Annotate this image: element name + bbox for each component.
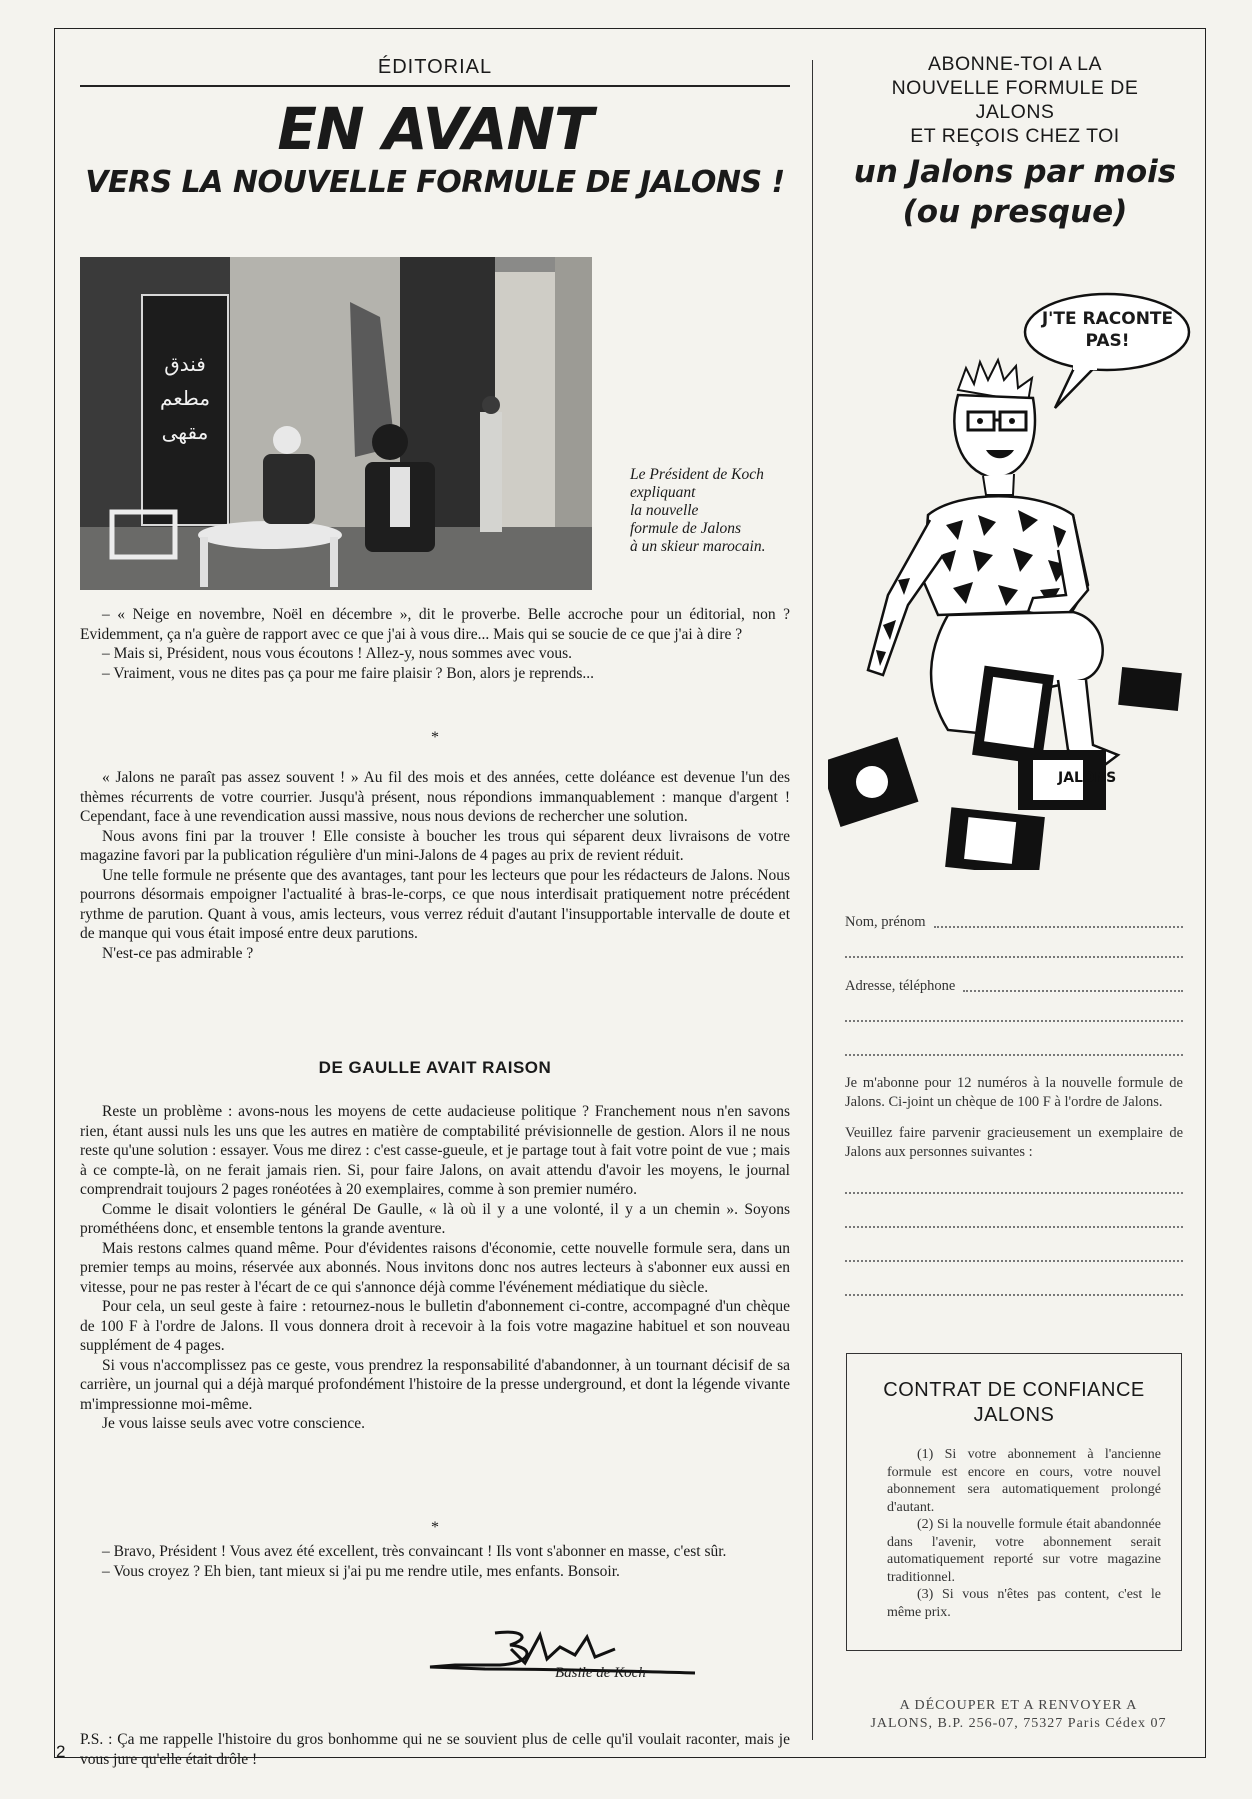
recipient-line[interactable]	[845, 1178, 1183, 1194]
photo-caption	[630, 466, 800, 556]
caption-line: expliquant	[630, 484, 696, 501]
footer-line: JALONS, B.P. 256-07, 75327 Paris Cédex 07	[870, 1716, 1167, 1731]
sign-text: فندق مطعم مقهى	[159, 352, 211, 444]
promo-big-line: (ou presque)	[902, 194, 1128, 230]
magazine-label: JALONS	[1058, 770, 1117, 786]
paragraph: Comme le disait volontiers le général De Gaulle, « là où il y a une volonté, il y a un chemin ». Soyons prométhéens donc, et ensemble tentons la grande aventure.	[80, 1200, 790, 1237]
editorial-photo	[80, 257, 592, 590]
part2-text	[80, 1102, 790, 1434]
separator: *	[431, 729, 439, 746]
contract-title	[847, 1378, 1181, 1428]
column-divider	[812, 60, 813, 1740]
promo-headline	[835, 152, 1195, 232]
speech-line: PAS!	[1085, 331, 1130, 351]
promo-line: ABONNE-TOI A LA	[927, 53, 1103, 75]
page-number: 2	[56, 1742, 66, 1761]
subscribe-text: Je m'abonne pour 12 numéros à la nouvelle formule de Jalons. Ci-joint un chèque de 100 F à l'ordre de Jalons.	[845, 1075, 1183, 1110]
contract-title-line: CONTRAT DE CONFIANCE	[883, 1379, 1145, 1401]
subheadline: VERS LA NOUVELLE FORMULE DE JALONS !	[85, 164, 785, 200]
contract-item: (1) Si votre abonnement à l'ancienne formule est encore en cours, votre nouvel abonnement sera automatiquement prolongé d'autant.	[887, 1447, 1161, 1515]
promo-big-line: un Jalons par mois	[853, 154, 1177, 190]
speech-line: J'TE RACONTE	[1041, 309, 1174, 329]
paragraph: N'est-ce pas admirable ?	[102, 944, 254, 962]
paragraph: – Mais si, Président, nous vous écoutons ! Allez-y, nous sommes avec vous.	[102, 645, 572, 662]
subscription-column	[835, 52, 1195, 232]
address-label: Adresse, téléphone	[845, 978, 956, 994]
paragraph: – « Neige en novembre, Noël en décembre », dit le proverbe. Belle accroche pour un éditorial, non ? Evidemment, ça n'a guère de rapport avec ce que j'ai à vous dire... Mais qui se soucie de ce que j'ai à dire ?	[80, 606, 790, 643]
paragraph: Nous avons fini par la trouver ! Elle consiste à boucher les trous qui séparent deux livraisons de votre magazine favori par la publication régulière d'un mini-Jalons de 4 pages au prix de revient réduit.	[80, 827, 790, 864]
section-rule	[80, 85, 790, 87]
contract-body	[887, 1446, 1161, 1621]
paragraph: Mais restons calmes quand même. Pour d'évidentes raisons d'économie, cette nouvelle formule sera, dans un premier temps au moins, réservée aux abonnés. Nous invitons donc nos autres lecteurs à s'abonner eux aussi en vitesse, pour ne pas rester à l'écart de ce qui s'annonce déjà comme l'événement médiatique du siècle.	[80, 1239, 790, 1296]
caption-line: à un skieur marocain.	[630, 538, 766, 555]
signature-name: Basile de Koch	[555, 1665, 646, 1681]
trust-contract-box	[846, 1353, 1182, 1651]
intro-text	[80, 605, 790, 683]
paragraph: Une telle formule ne présente que des avantages, tant pour les lecteurs que pour les rédacteurs de Jalons. Nous pourrons désormais empoigner l'actualité à bras-le-corps, ce que nous interdisait pratiquement notre précédent rythme de parution. Quant à vous, amis lecteurs, vous verrez réduit d'autant l'insupportable intervalle de doute et de manque qui vous était imposé entre deux parutions.	[80, 866, 790, 942]
contract-item: (3) Si vous n'êtes pas content, c'est le même prix.	[887, 1587, 1161, 1620]
outro-text	[80, 1542, 790, 1581]
promo-line: NOUVELLE FORMULE DE	[891, 77, 1139, 99]
caption-line: Le Président de Koch	[630, 466, 764, 483]
paragraph: – Vraiment, vous ne dites pas ça pour me faire plaisir ? Bon, alors je reprends...	[102, 664, 595, 682]
mailing-address	[846, 1697, 1191, 1733]
promo-text	[835, 52, 1195, 148]
recipient-line[interactable]	[845, 1246, 1183, 1262]
caption-line: formule de Jalons	[630, 520, 742, 537]
paragraph: « Jalons ne paraît pas assez souvent ! » Au fil des mois et des années, cette doléance est devenue l'un des thèmes récurrents de votre courrier. Jusqu'à présent, nous répondions immanquablement : manque d'argent ! Cependant, face à une revendication aussi massive, nous nous devions de rechercher une solution.	[80, 769, 790, 825]
name-field-line[interactable]	[845, 942, 1183, 958]
headline: EN AVANT	[277, 94, 593, 163]
subscription-form	[845, 912, 1183, 1314]
contract-title-line: JALONS	[973, 1404, 1055, 1426]
promo-line: JALONS	[975, 101, 1055, 123]
paragraph: – Bravo, Président ! Vous avez été excellent, très convaincant ! Ils vont s'abonner en masse, c'est sûr.	[102, 1543, 727, 1560]
gift-text: Veuillez faire parvenir gracieusement un exemplaire de Jalons aux personnes suivantes :	[845, 1125, 1183, 1160]
promo-line: ET REÇOIS CHEZ TOI	[910, 125, 1120, 147]
name-field[interactable]	[934, 912, 1183, 928]
part1-text	[80, 768, 790, 963]
paragraph: Pour cela, un seul geste à faire : retournez-nous le bulletin d'abonnement ci-contre, accompagné d'un chèque de 100 F à l'ordre de Jalons. Il vous donnera droit à recevoir à la fois votre magazine habituel et son nouveau supplément de 4 pages.	[80, 1298, 790, 1354]
caption-line: la nouvelle	[630, 502, 699, 519]
paragraph: – Vous croyez ? Eh bien, tant mieux si j'ai pu me rendre utile, mes enfants. Bonsoir.	[102, 1562, 620, 1580]
contract-item: (2) Si la nouvelle formule était abandonnée dans l'avenir, votre abonnement serait automatiquement reporté sur votre magazine traditionnel.	[887, 1517, 1161, 1585]
separator: *	[431, 1519, 439, 1536]
address-field-line[interactable]	[845, 1006, 1183, 1022]
address-field-row	[845, 976, 1183, 996]
recipient-line[interactable]	[845, 1212, 1183, 1228]
recipient-line[interactable]	[845, 1280, 1183, 1296]
paragraph: Si vous n'accomplissez pas ce geste, vous prendrez la responsabilité d'abandonner, à un tournant décisif de sa carrière, un journal qui a déjà marqué profondément l'histoire de la presse underground, et dont la légende vivante m'impressionne moi-même.	[80, 1356, 790, 1413]
name-field-row	[845, 912, 1183, 932]
paragraph: Je vous laisse seuls avec votre conscience.	[102, 1415, 365, 1432]
cartoon-illustration	[828, 350, 1198, 875]
name-label: Nom, prénom	[845, 914, 926, 930]
section-label: ÉDITORIAL	[377, 56, 493, 78]
address-field-line[interactable]	[845, 1040, 1183, 1056]
paragraph: Reste un problème : avons-nous les moyens de cette audacieuse politique ? Franchement nous n'en savons rien, étant aussi nuls les uns que les autres en matière de comptabilité prévisionnelle de gestion. Alors il ne nous reste qu'une solution : essayer. Vous me direz : c'est casse-gueule, et je partage tout à fait votre point de vue ; mais à ce compte-là, on ne ferait jamais rien. Si, pour faire Jalons, on avait attendu d'avoir les moyens, le journal comprendrait toujours 2 pages ronéotées à 20 exemplaires, comme à son premier numéro.	[80, 1103, 790, 1198]
address-field[interactable]	[963, 976, 1183, 992]
footer-line: A DÉCOUPER ET A RENVOYER A	[899, 1698, 1138, 1713]
paragraph: P.S. : Ça me rappelle l'histoire du gros bonhomme qui ne se souvient plus de celle qu'il voulait raconter, mais je vous jure qu'elle était drôle !	[80, 1731, 790, 1768]
postscript	[80, 1730, 790, 1769]
subhead: DE GAULLE AVAIT RAISON	[318, 1058, 552, 1077]
